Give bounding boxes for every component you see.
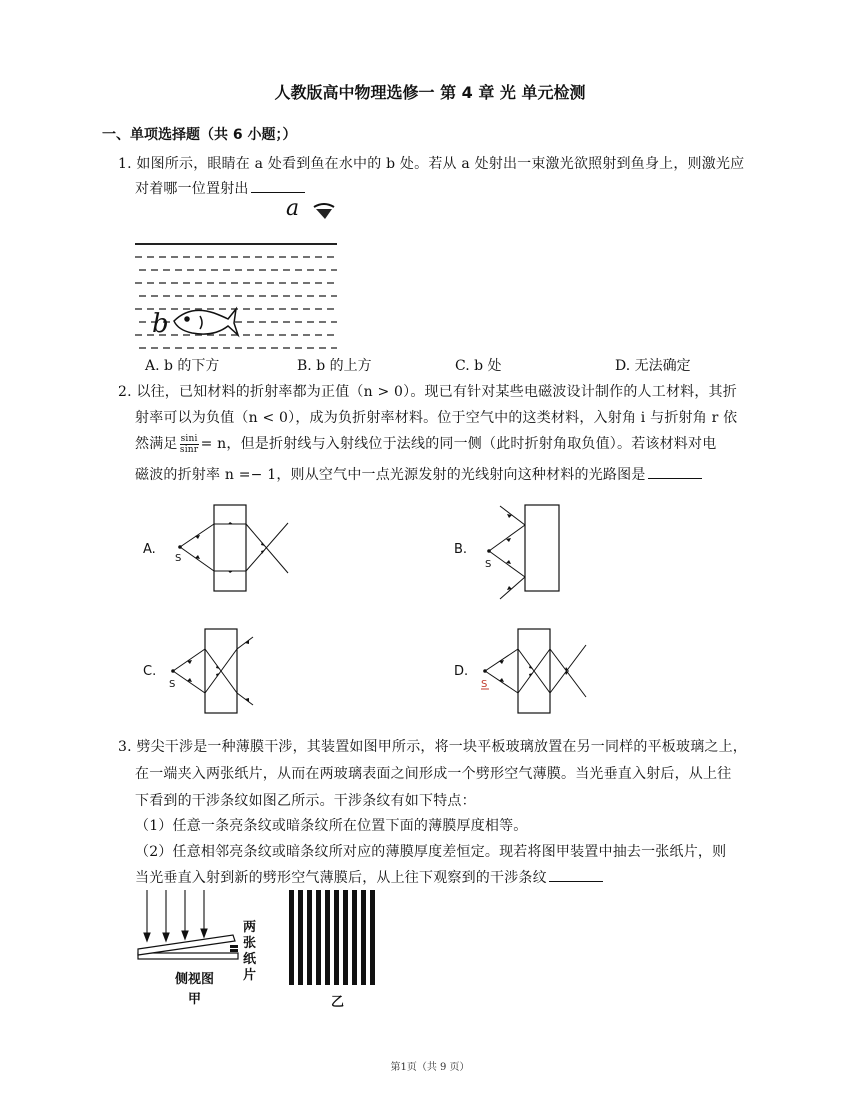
q2-option-b[interactable]: B. — [454, 542, 468, 557]
q1-line-2: 对着哪一位置射出 — [135, 178, 305, 198]
q3-line-3: 下看到的干涉条纹如图乙所示。干涉条纹有如下特点： — [135, 793, 476, 809]
fringe-stripe — [361, 890, 366, 985]
wedge-setup-figure — [135, 885, 275, 1010]
q3-line-6: 当光垂直入射到新的劈形空气薄膜后，从上往下观察到的干涉条纹 — [135, 867, 603, 887]
svg-text:S: S — [175, 553, 182, 564]
svg-text:侧视图: 侧视图 — [175, 972, 215, 987]
fringe-stripe — [289, 890, 294, 985]
q1-option-b[interactable]: B. b 的上方 — [297, 358, 372, 374]
q2-diagram-d — [478, 627, 603, 717]
section-heading: 一、单项选择题（共 6 小题；） — [102, 127, 297, 143]
q2-option-c[interactable]: C. — [143, 664, 157, 679]
fringe-stripe — [370, 890, 375, 985]
q2-line-2: 射率可以为负值（n < 0），成为负折射率材料。位于空气中的这类材料，入射角 i 与折射角 r 依 — [135, 410, 738, 426]
fringe-stripe — [307, 890, 312, 985]
answer-blank — [251, 180, 305, 193]
svg-text:片: 片 — [243, 968, 257, 983]
svg-text:两: 两 — [243, 920, 257, 935]
fringe-stripe — [352, 890, 357, 985]
fringe-stripe — [343, 890, 348, 985]
q2-line-1: 2. 以往，已知材料的折射率都为正值（n > 0）。现已有针对某些电磁波设计制作的人工材料，其折 — [118, 384, 737, 400]
page-title: 人教版高中物理选修一 第 4 章 光 单元检测 — [274, 83, 586, 102]
svg-text:乙: 乙 — [331, 995, 345, 1010]
q3-line-2: 在一端夹入两张纸片，从而在两玻璃表面之间形成一个劈形空气薄膜。当光垂直入射后，从上往 — [135, 766, 732, 782]
q2-diagram-b — [480, 503, 565, 603]
q3-line-5: （2）任意相邻亮条纹或暗条纹所对应的薄膜厚度差恒定。现若将图甲装置中抽去一张纸片，则 — [135, 844, 727, 860]
eye-position-label: a — [286, 196, 300, 221]
fringe-stripe — [316, 890, 321, 985]
q2-line-3: 然满足 $\frac{\sin i}{\sin r}$ = n，但是折射线与入射线位于法线的同一侧（此时折射角取负值）。若该材料对电 — [135, 433, 717, 455]
svg-text:S: S — [485, 559, 492, 570]
q3-line-1: 3. 劈尖干涉是一种薄膜干涉，其装置如图甲所示，将一块平板玻璃放置在另一同样的平板玻璃之上， — [118, 739, 748, 755]
eye-icon — [314, 204, 334, 219]
answer-blank — [648, 466, 702, 479]
fish-icon — [174, 309, 238, 335]
svg-text:S: S — [169, 679, 176, 690]
svg-text:张: 张 — [243, 936, 257, 951]
q2-option-a[interactable]: A. — [143, 542, 156, 557]
q2-option-d[interactable]: D. — [454, 664, 469, 679]
fish-in-water-figure — [130, 195, 345, 355]
svg-text:甲: 甲 — [188, 992, 202, 1007]
fringe-stripe — [298, 890, 303, 985]
fringe-stripe — [334, 890, 339, 985]
snell-fraction: $\frac{\sin i}{\sin r}$ — [179, 433, 199, 455]
q1-option-a[interactable]: A. b 的下方 — [145, 358, 220, 374]
fringe-stripe — [325, 890, 330, 985]
svg-text:纸: 纸 — [243, 952, 257, 967]
q1-option-c[interactable]: C. b 处 — [455, 358, 502, 374]
interference-fringes-figure — [286, 890, 386, 1010]
fish-position-label: b — [152, 309, 169, 339]
q2-diagram-a — [170, 503, 295, 593]
page-footer: 第1页（共 9 页） — [390, 1062, 470, 1073]
q1-option-d[interactable]: D. 无法确定 — [615, 358, 691, 374]
q2-diagram-c — [165, 627, 290, 717]
q1-line-1: 1. 如图所示，眼睛在 a 处看到鱼在水中的 b 处。若从 a 处射出一束激光欲照射到鱼身上，则激光应 — [118, 156, 745, 172]
q3-line-4: （1）任意一条亮条纹或暗条纹所在位置下面的薄膜厚度相等。 — [135, 818, 528, 834]
answer-blank — [549, 869, 603, 882]
q2-line-4: 磁波的折射率 n =− 1，则从空气中一点光源发射的光线射向这种材料的光路图是 — [135, 464, 702, 484]
svg-text:S: S — [481, 679, 488, 690]
